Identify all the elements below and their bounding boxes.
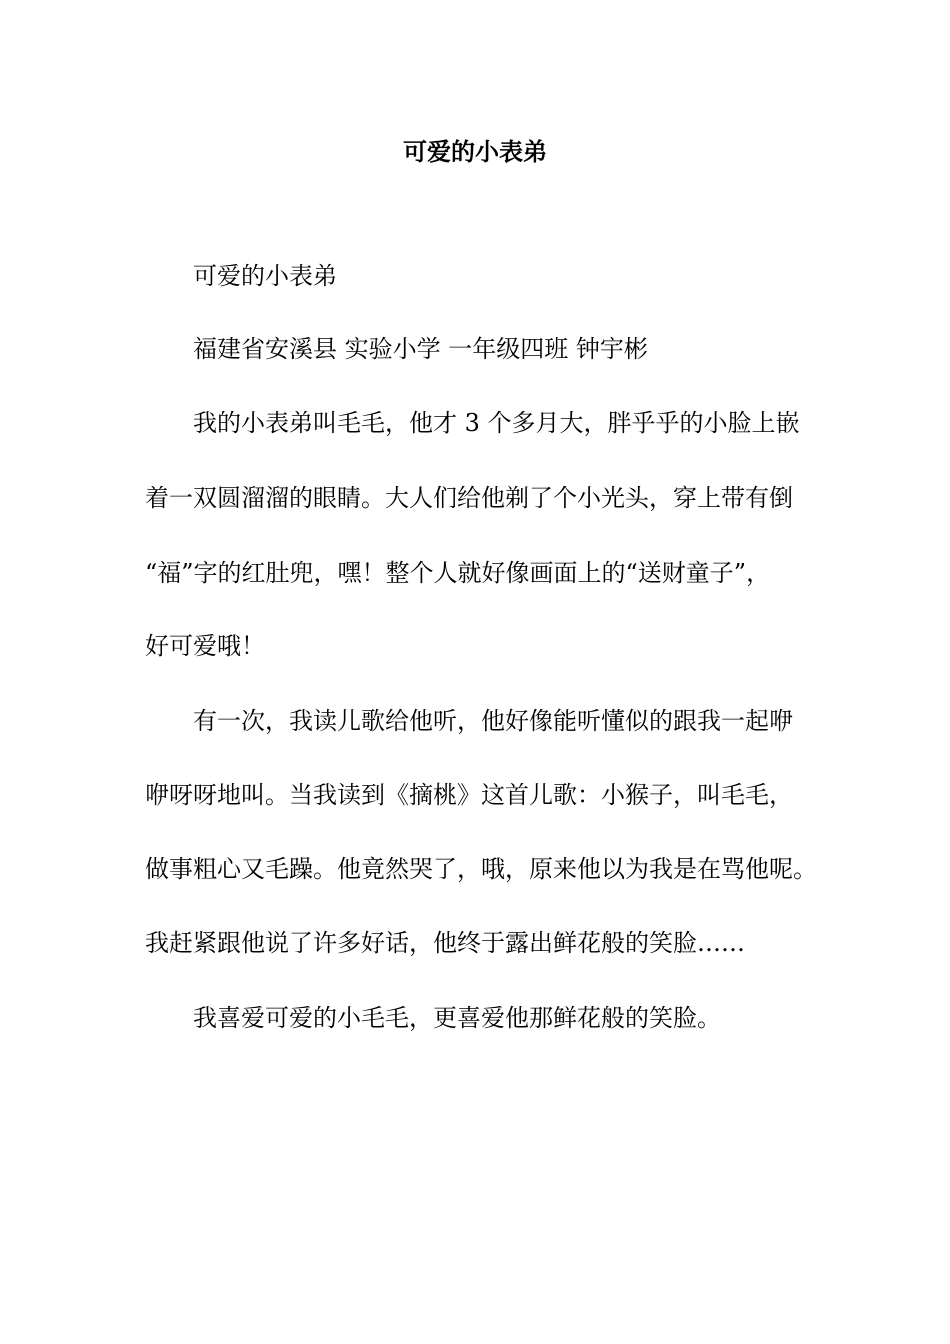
paragraph-line: 我赶紧跟他说了许多好话，他终于露出鲜花般的笑脸…… — [145, 929, 745, 957]
paragraph-line: “福”字的红肚兜，嘿！整个人就好像画面上的“送财童子”， — [145, 559, 771, 587]
document-title: 可爱的小表弟 — [403, 138, 547, 166]
author-line: 福建省安溪县 实验小学 一年级四班 钟宇彬 — [193, 335, 648, 363]
paragraph-line: 我的小表弟叫毛毛，他才 3 个多月大，胖乎乎的小脸上嵌 — [193, 409, 800, 437]
paragraph-line: 咿呀呀地叫。当我读到《摘桃》这首儿歌：小猴子，叫毛毛， — [145, 781, 793, 809]
paragraph-line: 我喜爱可爱的小毛毛，更喜爱他那鲜花般的笑脸。 — [193, 1004, 721, 1032]
paragraph-line: 做事粗心又毛躁。他竟然哭了，哦，原来他以为我是在骂他呢。 — [145, 855, 817, 883]
paragraph-line: 着一双圆溜溜的眼睛。大人们给他剃了个小光头，穿上带有倒 — [145, 484, 793, 512]
paragraph-line: 有一次，我读儿歌给他听，他好像能听懂似的跟我一起咿 — [193, 707, 793, 735]
paragraph-line: 好可爱哦！ — [145, 632, 265, 660]
article-heading: 可爱的小表弟 — [193, 262, 337, 290]
